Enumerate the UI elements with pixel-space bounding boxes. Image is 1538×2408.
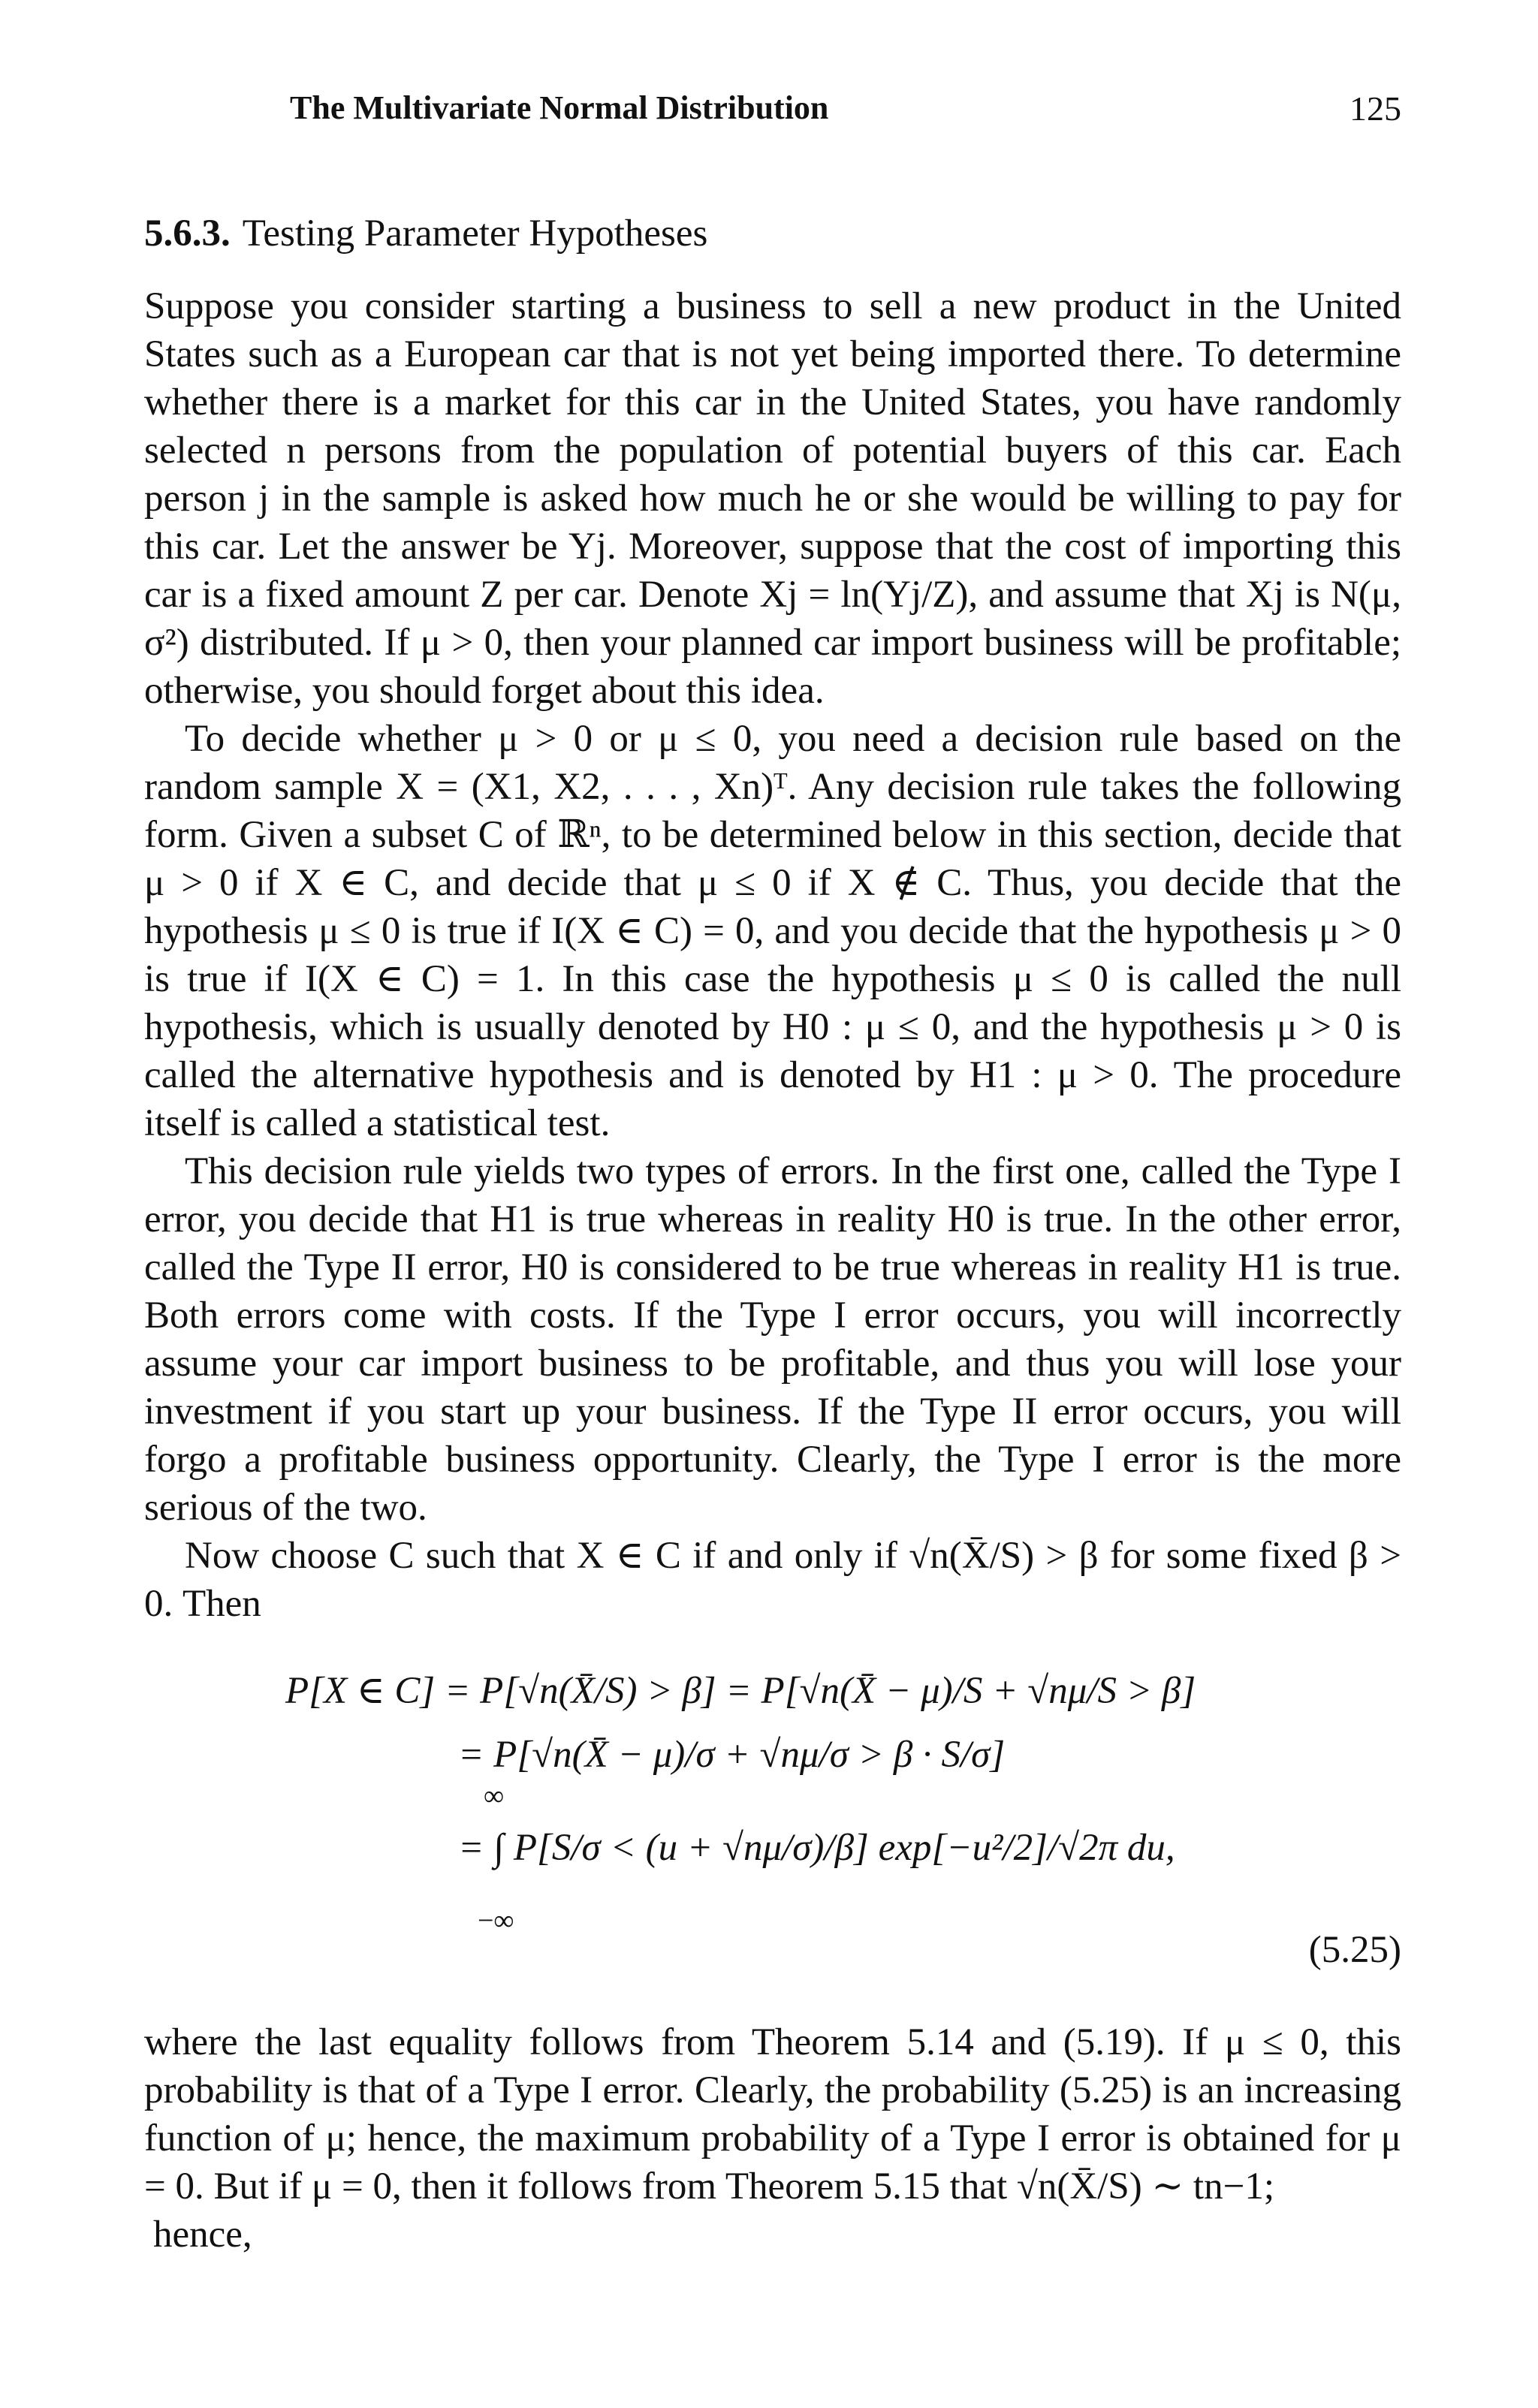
paragraph-2: To decide whether μ > 0 or μ ≤ 0, you need a decision rule based on the random sample X = (X1, X2, . . . , Xn)ᵀ. Any decision rule takes the following form. Given a subset C of ℝⁿ, to be determined below in this section, decide that μ > 0 if X ∈ C, and decide that μ ≤ 0 if X ∉ C. Thus, you decide that the hypothesis μ ≤ 0 is true if I(X ∈ C) = 0, and you decide that the hypothesis μ > 0 is true if I(X ∈ C) = 1. In this case the hypothesis μ ≤ 0 is called the null hypothesis, which is usually denoted by H0 : μ ≤ 0, and the hypothesis μ > 0 is called the alternative hypothesis and is denoted by H1 : μ > 0. The procedure itself is called a statistical test. xyxy=(144,718,1401,1144)
body-text xyxy=(144,282,1401,1628)
section-heading xyxy=(144,212,707,255)
section-title: Testing Parameter Hypotheses xyxy=(242,212,708,255)
paragraph-1: Suppose you consider starting a business to sell a new product in the United States such as a European car that is not yet being imported there. To determine whether there is a market for this car in the United States, you have randomly selected n persons from the population of potential buyers of this car. Each person j in the sample is asked how much he or she would be willing to pay for this car. Let the answer be Yj. Moreover, suppose that the cost of importing this car is a fixed amount Z per car. Denote Xj = ln(Yj/Z), and assume that Xj is N(μ, σ²) distributed. If μ > 0, then your planned car import business will be profitable; otherwise, you should forget about this idea. xyxy=(144,285,1401,712)
closing-text xyxy=(144,2018,1401,2211)
integral-lower-limit: −∞ xyxy=(478,1905,514,1936)
page-number: 125 xyxy=(1350,89,1401,128)
equation-line-2: = P[√n(X̄ − μ)/σ + √nμ/σ > β · S/σ] xyxy=(458,1734,1006,1776)
equation-number: (5.25) xyxy=(1308,1929,1401,1971)
equation-line-3: = ∫ P[S/σ < (u + √nμ/σ)/β] exp[−u²/2]/√2π du, xyxy=(458,1827,1175,1869)
paragraph-3: This decision rule yields two types of errors. In the first one, called the Type I error, you decide that H1 is true whereas in reality H0 is true. In the other error, called the Type II error, H0 is considered to be true whereas in reality H1 is true. Both errors come with costs. If the Type I error occurs, you will incorrectly assume your car import business to be profitable, and thus you will lose your investment if you start up your business. If the Type II error occurs, you will forgo a profitable business opportunity. Clearly, the Type I error is the more serious of the two. xyxy=(144,1150,1401,1529)
integral-upper-limit: ∞ xyxy=(484,1780,505,1812)
running-head-title: The Multivariate Normal Distribution xyxy=(290,89,829,126)
section-number: 5.6.3. xyxy=(144,212,231,255)
closing-tail: hence, xyxy=(153,2214,252,2256)
paragraph-4: Now choose C such that X ∈ C if and only if √n(X̄/S) > β for some fixed β > 0. Then xyxy=(144,1535,1401,1625)
equation-line-1: P[X ∈ C] = P[√n(X̄/S) > β] = P[√n(X̄ − μ)/S + √nμ/S > β] xyxy=(285,1670,1196,1712)
closing-paragraph: where the last equality follows from Theorem 5.14 and (5.19). If μ ≤ 0, this probability is that of a Type I error. Clearly, the probability (5.25) is an increasing function of μ; hence, the maximum probability of a Type I error is obtained for μ = 0. But if μ = 0, then it follows from Theorem 5.15 that √n(X̄/S) ∼ tn−1; xyxy=(144,2021,1401,2208)
